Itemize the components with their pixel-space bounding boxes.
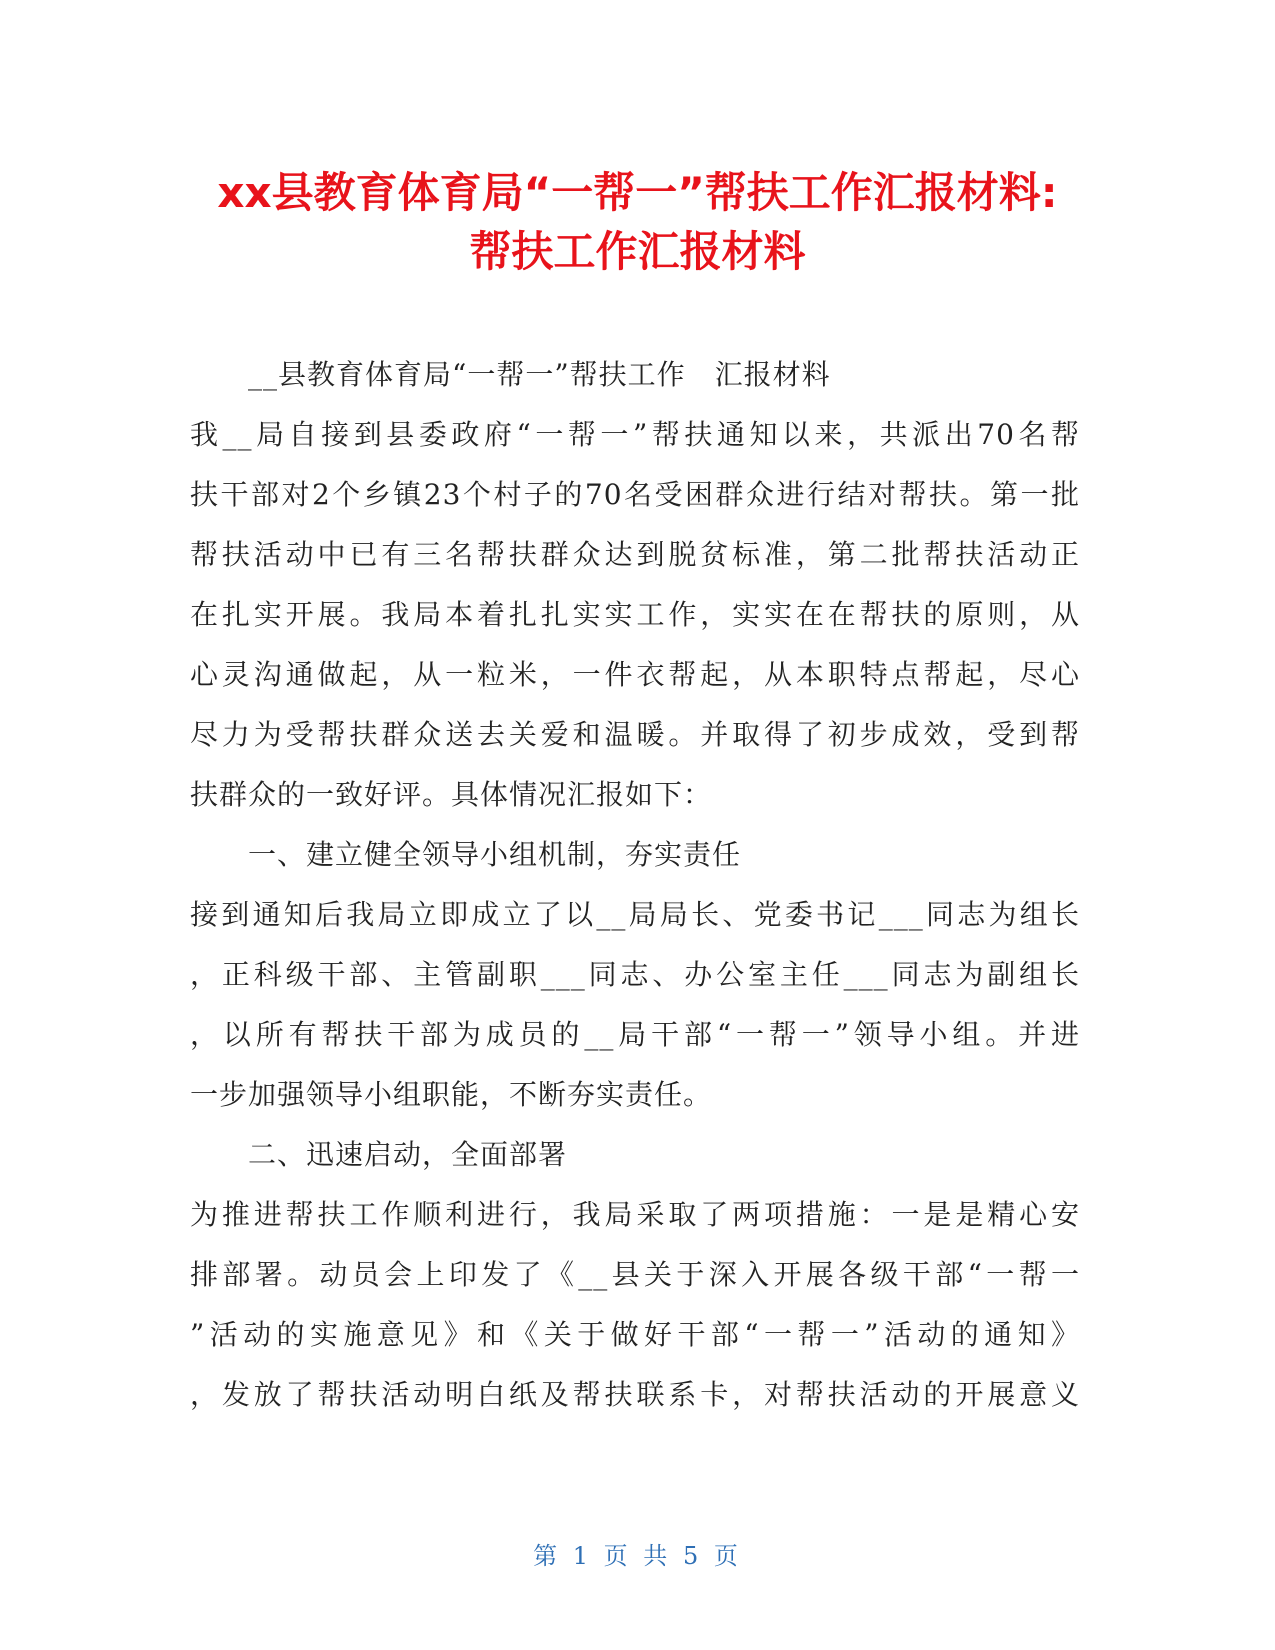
body-line: 尽力为受帮扶群众送去关爱和温暖。并取得了初步成效，受到帮 (190, 718, 1080, 751)
body-line: 扶干部对2个乡镇23个村子的70名受困群众进行结对帮扶。第一批 (190, 478, 1080, 511)
body-line: ”活动的实施意见》和《关于做好干部“一帮一”活动的通知》 (190, 1318, 1080, 1351)
body-line: 为推进帮扶工作顺利进行，我局采取了两项措施：一是是精心安 (190, 1198, 1080, 1231)
section-heading-2: 二、迅速启动，全面部署 (248, 1138, 568, 1171)
body-line: 帮扶活动中已有三名帮扶群众达到脱贫标准，第二批帮扶活动正 (190, 538, 1080, 571)
body-line: 心灵沟通做起，从一粒米，一件衣帮起，从本职特点帮起，尽心 (190, 658, 1080, 691)
body-line: 排部署。动员会上印发了《__县关于深入开展各级干部“一帮一 (190, 1258, 1080, 1291)
body-line: 一步加强领导小组职能，不断夯实责任。 (190, 1078, 713, 1111)
document-title-line-1: xx县教育体育局“一帮一”帮扶工作汇报材料: (217, 168, 1058, 217)
body-line: 在扎实开展。我局本着扎扎实实工作，实实在在帮扶的原则，从 (190, 598, 1080, 631)
body-line: 我__局自接到县委政府“一帮一”帮扶通知以来，共派出70名帮 (190, 418, 1080, 451)
body-line: 扶群众的一致好评。具体情况汇报如下： (190, 778, 713, 811)
body-line: ，以所有帮扶干部为成员的__局干部“一帮一”领导小组。并进 (190, 1018, 1080, 1051)
page-number-footer: 第 1 页 共 5 页 (533, 1542, 742, 1570)
body-line: ，正科级干部、主管副职___同志、办公室主任___同志为副组长 (190, 958, 1080, 991)
body-line-subtitle: __县教育体育局“一帮一”帮扶工作 汇报材料 (248, 358, 831, 391)
section-heading-1: 一、建立健全领导小组机制，夯实责任 (248, 838, 742, 871)
body-line: 接到通知后我局立即成立了以__局局长、党委书记___同志为组长 (190, 898, 1080, 931)
body-line: ，发放了帮扶活动明白纸及帮扶联系卡，对帮扶活动的开展意义 (190, 1378, 1080, 1411)
document-title-line-2: 帮扶工作汇报材料 (469, 227, 806, 276)
